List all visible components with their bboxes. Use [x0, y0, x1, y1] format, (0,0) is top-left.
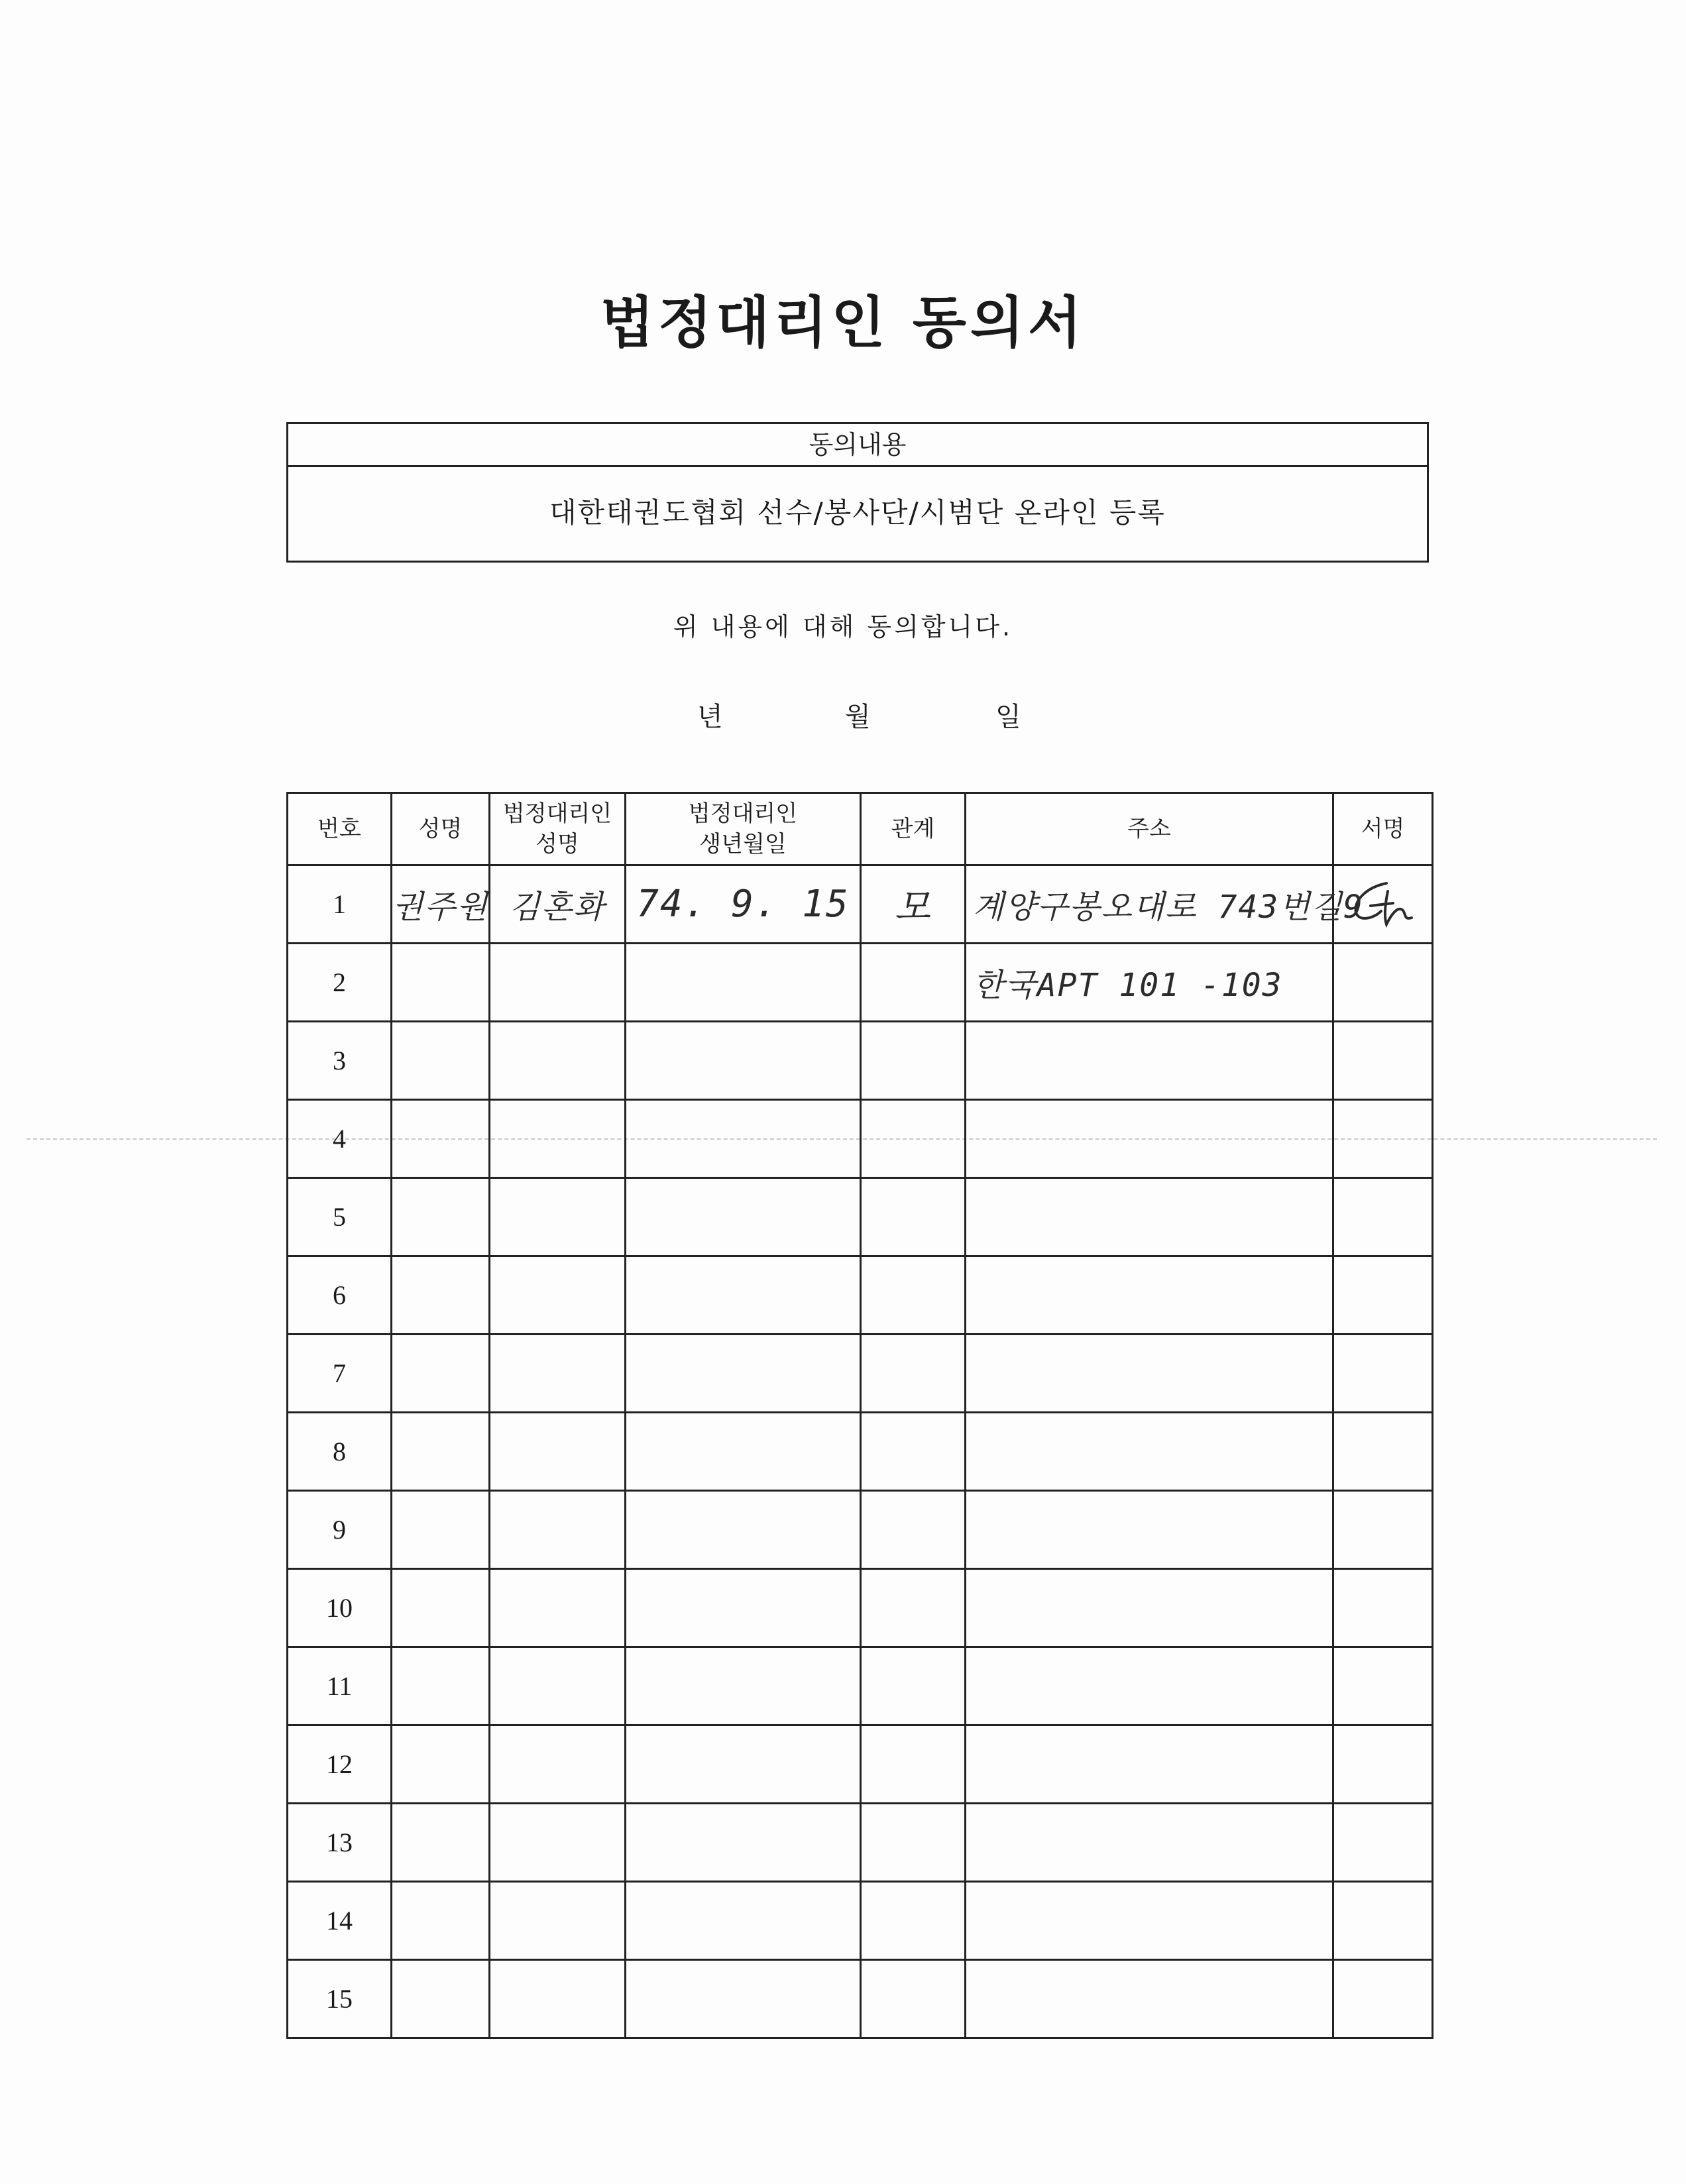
- name-cell[interactable]: [392, 1413, 490, 1491]
- row-number: 9: [288, 1491, 392, 1569]
- table-row: [288, 1413, 1433, 1491]
- table-row: [288, 1100, 1433, 1178]
- name-cell[interactable]: [392, 1804, 490, 1882]
- signature-cell[interactable]: [1333, 1178, 1433, 1256]
- name-cell[interactable]: [392, 1178, 490, 1256]
- address-cell[interactable]: [966, 1960, 1333, 2038]
- address-cell[interactable]: [966, 1569, 1333, 1647]
- table-row: [288, 1804, 1433, 1882]
- guardian-name-cell[interactable]: [490, 1100, 626, 1178]
- signature-cell[interactable]: [1333, 1569, 1433, 1647]
- guardian-name-cell[interactable]: [490, 1022, 626, 1100]
- signature-cell[interactable]: [1333, 1491, 1433, 1569]
- table-row: [288, 1960, 1433, 2038]
- guardian-name-cell[interactable]: [490, 1256, 626, 1335]
- table-row: [288, 1491, 1433, 1569]
- row-number: 5: [288, 1178, 392, 1256]
- table-row: [288, 1647, 1433, 1725]
- consent-header: 동의내용: [288, 424, 1427, 467]
- address-cell[interactable]: [966, 1725, 1333, 1804]
- relation-cell[interactable]: [861, 1960, 966, 2038]
- guardian-birth-cell[interactable]: [626, 1178, 861, 1256]
- address-cell[interactable]: [966, 944, 1333, 1022]
- guardian-name-cell[interactable]: [490, 1569, 626, 1647]
- date-month-label: 월: [845, 702, 871, 732]
- relation-cell[interactable]: [861, 1725, 966, 1804]
- guardian-birth-cell[interactable]: [626, 1100, 861, 1178]
- document-title: 법정대리인 동의서: [600, 290, 1086, 355]
- signature-cell[interactable]: [1333, 1647, 1433, 1725]
- signature-cell[interactable]: [1333, 1413, 1433, 1491]
- header-guardian-name-line1: 법정대리인: [502, 800, 612, 827]
- name-cell[interactable]: [392, 1882, 490, 1960]
- relation-cell[interactable]: [861, 1100, 966, 1178]
- name-cell[interactable]: [392, 1335, 490, 1413]
- address-cell[interactable]: [966, 1100, 1333, 1178]
- header-guardian-birth-line1: 법정대리인: [688, 800, 798, 827]
- address-cell[interactable]: [966, 1882, 1333, 1960]
- relation-cell[interactable]: [861, 944, 966, 1022]
- guardian-birth-cell[interactable]: [626, 1022, 861, 1100]
- relation-cell[interactable]: [861, 1335, 966, 1413]
- relation-cell[interactable]: [861, 1491, 966, 1569]
- row-number: 15: [288, 1960, 392, 2038]
- signature-cell[interactable]: [1333, 1256, 1433, 1335]
- address-cell[interactable]: [966, 1647, 1333, 1725]
- row-number: 4: [288, 1100, 392, 1178]
- name-cell[interactable]: [392, 1569, 490, 1647]
- guardian-name-cell[interactable]: [490, 1960, 626, 2038]
- signature-cell[interactable]: [1333, 865, 1433, 944]
- signature-cell[interactable]: [1333, 1335, 1433, 1413]
- relation-cell[interactable]: [861, 1022, 966, 1100]
- guardian-name-cell[interactable]: [490, 1491, 626, 1569]
- agree-statement: 위 내용에 대해 동의합니다.: [673, 612, 1013, 641]
- handwritten-address-line2: 한국APT 101 -103: [973, 967, 1283, 1004]
- relation-cell[interactable]: [861, 1569, 966, 1647]
- guardian-birth-cell[interactable]: [626, 1882, 861, 1960]
- guardian-name-cell[interactable]: [490, 865, 626, 944]
- guardian-name-cell[interactable]: [490, 1335, 626, 1413]
- table-row: [288, 1335, 1433, 1413]
- table-row: [288, 865, 1433, 944]
- signature-cell[interactable]: [1333, 1022, 1433, 1100]
- relation-cell[interactable]: [861, 1804, 966, 1882]
- guardian-birth-cell[interactable]: [626, 1725, 861, 1804]
- name-cell[interactable]: [392, 865, 490, 944]
- name-cell[interactable]: [392, 1491, 490, 1569]
- address-cell[interactable]: [966, 1413, 1333, 1491]
- table-row: [288, 1022, 1433, 1100]
- guardian-birth-cell[interactable]: [626, 1335, 861, 1413]
- guardian-birth-cell[interactable]: [626, 1491, 861, 1569]
- signature-cell[interactable]: [1333, 1100, 1433, 1178]
- table-row: [288, 1178, 1433, 1256]
- header-name: 성명: [392, 793, 490, 865]
- signature-cell[interactable]: [1333, 944, 1433, 1022]
- header-guardian-birth: [626, 793, 861, 865]
- header-guardian-name: [490, 793, 626, 865]
- address-cell[interactable]: [966, 1804, 1333, 1882]
- handwritten-birth-date: 74. 9. 15: [636, 883, 850, 926]
- relation-cell[interactable]: [861, 865, 966, 944]
- row-number: 10: [288, 1569, 392, 1647]
- row-number: 12: [288, 1725, 392, 1804]
- name-cell[interactable]: [392, 1725, 490, 1804]
- table-header-row: [288, 793, 1433, 865]
- guardian-name-cell[interactable]: [490, 1178, 626, 1256]
- address-cell[interactable]: [966, 1335, 1333, 1413]
- guardian-birth-cell[interactable]: [626, 1647, 861, 1725]
- handwritten-guardian-name: 김혼화: [509, 889, 606, 926]
- relation-cell[interactable]: [861, 1178, 966, 1256]
- relation-cell[interactable]: [861, 1413, 966, 1491]
- guardian-name-cell[interactable]: [490, 1725, 626, 1804]
- consent-box: [286, 422, 1429, 563]
- guardian-name-cell[interactable]: [490, 1413, 626, 1491]
- table-row: [288, 1256, 1433, 1335]
- guardian-birth-cell[interactable]: [626, 944, 861, 1022]
- guardian-name-cell[interactable]: [490, 1882, 626, 1960]
- signature-cell[interactable]: [1333, 1960, 1433, 2038]
- row-number: 6: [288, 1256, 392, 1335]
- table-row: [288, 1569, 1433, 1647]
- table-row: [288, 1882, 1433, 1960]
- row-number: 1: [288, 865, 392, 944]
- guardian-birth-cell[interactable]: [626, 1413, 861, 1491]
- handwritten-name: 권주원: [392, 889, 489, 926]
- table-row: [288, 1725, 1433, 1804]
- row-number: 7: [288, 1335, 392, 1413]
- address-cell[interactable]: [966, 1491, 1333, 1569]
- guardian-name-cell[interactable]: [490, 1647, 626, 1725]
- guardian-birth-cell[interactable]: [626, 1569, 861, 1647]
- signature-cell[interactable]: [1333, 1882, 1433, 1960]
- name-cell[interactable]: [392, 944, 490, 1022]
- guardian-birth-cell[interactable]: [626, 865, 861, 944]
- row-number: 14: [288, 1882, 392, 1960]
- header-address: 주소: [966, 793, 1333, 865]
- signature-cell[interactable]: [1333, 1725, 1433, 1804]
- date-day-label: 일: [995, 702, 1021, 732]
- header-no: 번호: [288, 793, 392, 865]
- guardian-birth-cell[interactable]: [626, 1960, 861, 2038]
- header-guardian-name-line2: 성명: [535, 831, 579, 857]
- address-cell[interactable]: [966, 1022, 1333, 1100]
- guardian-name-cell[interactable]: [490, 944, 626, 1022]
- address-cell[interactable]: [966, 865, 1364, 944]
- signature-mark-icon: [1347, 878, 1420, 931]
- handwritten-relation: 모: [894, 885, 932, 929]
- row-number: 3: [288, 1022, 392, 1100]
- header-signature: 서명: [1333, 793, 1433, 865]
- header-relation: 관계: [861, 793, 966, 865]
- handwritten-address-line1: 계양구봉오대로 743번길9: [973, 889, 1364, 926]
- name-cell[interactable]: [392, 1960, 490, 2038]
- row-number: 2: [288, 944, 392, 1022]
- address-cell[interactable]: [966, 1256, 1333, 1335]
- relation-cell[interactable]: [861, 1256, 966, 1335]
- relation-cell[interactable]: [861, 1882, 966, 1960]
- guardian-birth-cell[interactable]: [626, 1804, 861, 1882]
- row-number: 8: [288, 1413, 392, 1491]
- name-cell[interactable]: [392, 1022, 490, 1100]
- date-year-label: 년: [697, 702, 723, 732]
- header-guardian-birth-line2: 생년월일: [699, 831, 787, 857]
- consent-text: 대한태권도협회 선수/봉사단/시범단 온라인 등록: [549, 496, 1166, 529]
- name-cell[interactable]: [392, 1256, 490, 1335]
- name-cell[interactable]: [392, 1647, 490, 1725]
- guardian-roster-table: [286, 792, 1433, 2039]
- signature-cell[interactable]: [1333, 1804, 1433, 1882]
- name-cell[interactable]: [392, 1100, 490, 1178]
- guardian-birth-cell[interactable]: [626, 1256, 861, 1335]
- row-number: 11: [288, 1647, 392, 1725]
- guardian-name-cell[interactable]: [490, 1804, 626, 1882]
- row-number: 13: [288, 1804, 392, 1882]
- relation-cell[interactable]: [861, 1647, 966, 1725]
- table-row: [288, 944, 1433, 1022]
- address-cell[interactable]: [966, 1178, 1333, 1256]
